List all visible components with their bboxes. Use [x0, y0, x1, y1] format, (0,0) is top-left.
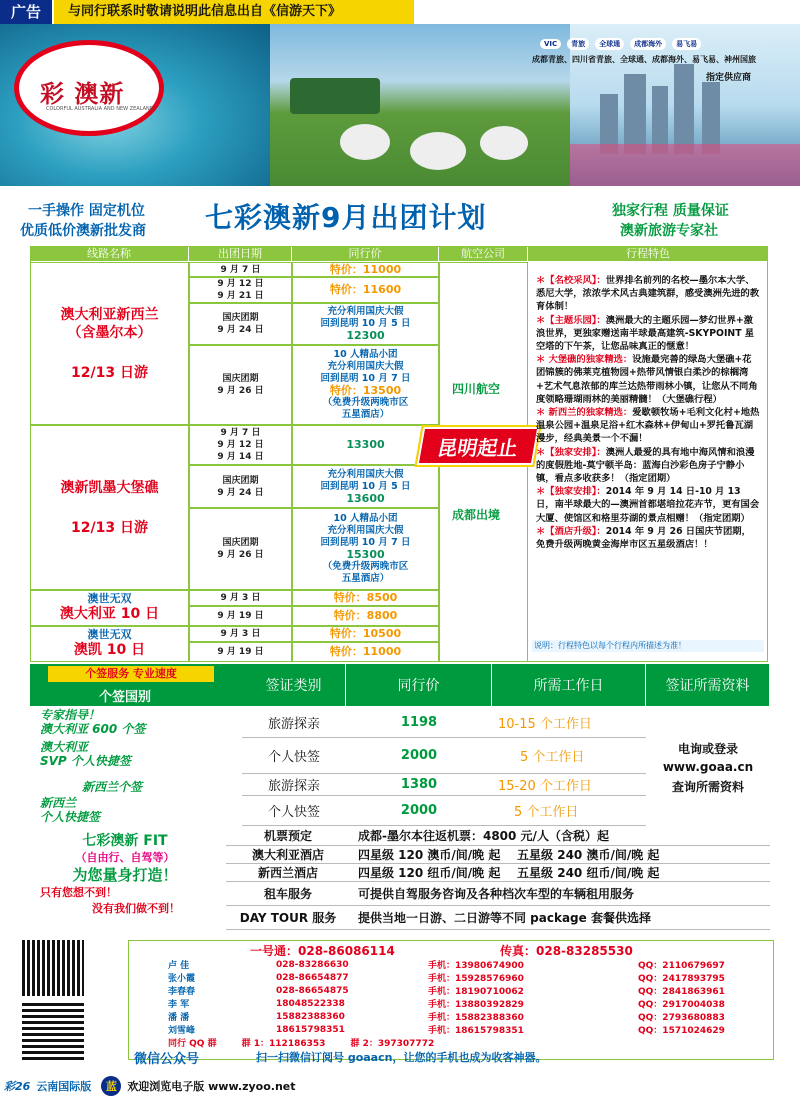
date-cell: [189, 303, 292, 345]
date-cell: [189, 626, 292, 642]
price-text: 15300: [346, 548, 385, 561]
route-name-aus-cairns-10: [30, 626, 189, 662]
date-text: 9 月 7 日 9 月 12 日 9 月 14 日: [217, 428, 264, 462]
date-text: 9 月 3 日: [220, 629, 261, 639]
date-text: 9 月 19 日: [217, 647, 264, 657]
price-cell: [292, 262, 439, 277]
route-title: 澳大利亚 10 日: [59, 606, 160, 622]
visa-type: 旅游探亲: [242, 774, 346, 796]
kunming-badge: 昆明起止: [417, 427, 540, 465]
col-header-features: 行程特色: [528, 246, 768, 261]
date-text: 9 月 19 日: [217, 611, 264, 621]
date-cell: [189, 606, 292, 626]
qq-groups: 同行 QQ 群 群 1：112186353 群 2：397307772: [168, 1039, 435, 1049]
feature-item: ＊ 新西兰的独家精选：爱歇顿牧场+毛利文化村+地热温泉公园+温泉足浴+红木森林+伊甸山+罗托鲁瓦湖漫步，经典美景一个不漏！: [536, 407, 760, 445]
visa-group-title: 个签国别: [98, 690, 151, 705]
contact-row: 张小霞 028-86654877 手机：15928576960 QQ：2417893795: [168, 972, 725, 984]
visa-header-price: 同行价: [346, 664, 492, 706]
date-text: 国庆团期 9 月 24 日: [217, 313, 264, 335]
fit-title: 七彩澳新 FIT: [82, 833, 168, 849]
partner-badge: 易飞易: [672, 38, 701, 50]
fit-label: 新西兰酒店: [226, 864, 350, 882]
price-note: 充分利用国庆大假 回到昆明 10 月 5 日: [320, 306, 411, 329]
date-cell: [189, 345, 292, 425]
price-cell: [292, 642, 439, 662]
date-text: 国庆团期 9 月 24 日: [217, 475, 264, 498]
visa-country-nzquick: 新西兰 个人快捷签: [40, 796, 101, 824]
date-cell: [189, 425, 292, 465]
fax: 传真：028-83285530: [500, 944, 633, 958]
contact-row: 卢 佳 028-83286630 手机：13980674900 QQ：2110679697: [168, 959, 725, 971]
fit-label: DAY TOUR 服务: [226, 906, 350, 930]
price-note: 10 人精品小团 充分利用国庆大假 回到昆明 10 月 7 日: [320, 513, 411, 548]
partner-list: 成都青旅、四川省青旅、全球通、成都海外、易飞易、神州国旅: [532, 55, 756, 64]
route-title: 澳凯 10 日: [73, 642, 146, 658]
price-cell: [292, 626, 439, 642]
visa-price: 2000: [346, 796, 492, 826]
visa-price: 2000: [346, 738, 492, 774]
contact-row: 李 军 18048522338 手机：13880392829 QQ：2917004038: [168, 998, 725, 1010]
price-cell: [292, 606, 439, 626]
visa-header-materials: 签证所需资料: [646, 664, 770, 706]
qr-code: [22, 1000, 84, 1060]
price-cell: [292, 465, 439, 508]
date-text: 9 月 3 日: [220, 593, 261, 603]
partner-badge: 全球通: [595, 38, 624, 50]
col-header-price: 同行价: [292, 246, 438, 261]
price-text: 13300: [346, 438, 385, 451]
route-days: 12/13 日游: [71, 364, 148, 381]
itinerary-features: [528, 262, 768, 662]
feature-item: ＊ 大堡礁的独家精选：设施最完善的绿岛大堡礁+花团锦簇的佛莱克植物园+热带风情银白柔沙的棕榈湾+艺术气息浓郁的库兰达热带雨林小镇，让您从不同角度领略珊瑚雨林的美丽精髓！（大堡礁行程）: [536, 354, 758, 405]
price-text: 特价：11000: [329, 262, 402, 276]
date-text: 9 月 7 日: [220, 264, 261, 275]
page-title: 七彩澳新9月出团计划: [205, 201, 487, 234]
visa-days: 10-15 个工作日: [492, 708, 646, 738]
price-cell: [292, 303, 439, 345]
route-days: 12/13 日游: [71, 519, 148, 536]
visa-banner: 个签服务 专业速度: [48, 666, 214, 682]
price-text: 特价：13500: [329, 384, 402, 397]
price-note: （免费升级两晚市区 五星酒店）: [322, 561, 409, 584]
visa-header-days: 所需工作日: [492, 664, 646, 706]
price-note: 充分利用国庆大假 回到昆明 10 月 5 日: [320, 468, 411, 492]
visa-type: 旅游探亲: [242, 708, 346, 738]
feature-item: ＊【名校采风】：世界排名前列的名校—墨尔本大学、悉尼大学，浓浓学术风古典建筑群，感受澳洲先进的教育体制！: [536, 275, 760, 313]
header-slogan-right-2: 澳新旅游专家社: [620, 223, 718, 239]
route-tag: 澳世无双: [87, 628, 132, 641]
contact-row: 刘雪峰 18615798351 手机：18615798351 QQ：1571024629: [168, 1024, 725, 1036]
logo-text: 彩 澳新: [40, 80, 125, 108]
wechat-label: 微信公众号: [134, 1052, 200, 1067]
qr-code: [22, 940, 84, 996]
header-slogan-left-2: 优质低价澳新批发商: [20, 223, 146, 239]
visa-country-au600: 专家指导！ 澳大利亚 600 个签: [40, 708, 146, 736]
visa-type: 个人快签: [242, 738, 346, 774]
date-cell: [189, 465, 292, 508]
partner-logos: [540, 36, 796, 52]
date-text: 9 月 12 日 9 月 21 日: [217, 279, 264, 301]
feature-item: ＊【独家安排】：澳洲人最爱的具有地中海风情和浪漫的度假胜地-莫宁顿半岛：蓝海白沙彩色房子宁静小镇，看点多收获多！（指定团期）: [536, 446, 755, 485]
date-cell: [189, 262, 292, 277]
feature-item: ＊【主题乐园】：澳洲最大的主题乐园—梦幻世界+激浪世界，更独家赠送南半球最高建筑-SKYPOINT 星空塔的下午茶，让您品味真正的惬意！: [536, 314, 755, 353]
price-text: 特价：11000: [329, 645, 402, 658]
col-header-airline: 航空公司: [439, 246, 527, 261]
feature-item: ＊【酒店升级】：2014 年 9 月 26 日国庆节团期，免费升级两晚黄金海岸市区五星级酒店！！: [536, 525, 751, 551]
fit-value: 提供当地一日游、二日游等不同 package 套餐供选择: [350, 906, 770, 930]
price-text: 特价：11600: [329, 283, 402, 296]
fit-slogan: 为您量身打造！: [72, 866, 178, 884]
route-subtitle: （含墨尔本）: [67, 324, 152, 341]
hotline: 一号通：028-86086114: [250, 944, 395, 958]
contact-row: 潘 潘 15882388360 手机：15882388360 QQ：2793680883: [168, 1011, 725, 1023]
date-cell: [189, 508, 292, 590]
partner-badge: VIC: [540, 39, 561, 49]
visa-type: 个人快签: [242, 796, 346, 826]
fit-label: 机票预定: [226, 826, 350, 846]
fit-subtitle: （自由行、自驾等）: [75, 851, 175, 864]
fit-line2: 没有我们做不到！: [92, 902, 180, 915]
price-text: 13600: [346, 491, 385, 505]
logo-subtitle: COLORFUL AUSTRALIA AND NEW ZEALAND: [46, 106, 154, 112]
col-header-date: 出团日期: [189, 246, 291, 261]
fit-line1: 只有您想不到！: [40, 886, 117, 899]
price-note: 10 人精品小团 充分利用国庆大假 回到昆明 10 月 7 日: [320, 349, 411, 384]
price-cell: [292, 590, 439, 606]
header-slogan-right-1: 独家行程 质量保证: [612, 203, 729, 219]
airline-sichuan: 四川航空: [452, 382, 501, 396]
route-name-aus-10: [30, 590, 189, 626]
partner-badge: 成都海外: [630, 38, 666, 50]
price-text: 特价：8500: [333, 591, 398, 604]
fit-value: 可提供自驾服务咨询及各种档次车型的车辆租用服务: [350, 882, 770, 906]
route-name-aus-nz-cairns: [30, 425, 189, 590]
visa-days: 5 个工作日: [492, 796, 646, 826]
hero-farm-photo: [270, 24, 570, 186]
ad-tag: 广告: [0, 0, 52, 24]
visa-country-nz: 新西兰个签: [82, 780, 143, 794]
route-name-aus-nz: [30, 262, 189, 425]
edition-badge: 蓝: [101, 1076, 121, 1096]
price-text: 特价：8800: [333, 609, 398, 622]
features-note: 说明：行程特色以每个行程内所描述为准！: [532, 640, 764, 652]
supplier-label: 指定供应商: [706, 73, 752, 83]
date-cell: [189, 642, 292, 662]
ad-notice: 与同行联系时敬请说明此信息出自《信游天下》: [54, 0, 414, 24]
date-text: 国庆团期 9 月 26 日: [217, 538, 264, 560]
visa-country-ausvp: 澳大利亚 SVP 个人快捷签: [40, 740, 131, 768]
fit-value: 成都-墨尔本往返机票：4800 元/人（含税）起: [350, 826, 770, 846]
visa-price: 1198: [346, 708, 492, 738]
fit-label: 租车服务: [226, 882, 350, 906]
visa-materials-link[interactable]: www.goaa.cn: [662, 760, 754, 774]
visa-days: 5 个工作日: [492, 738, 646, 774]
fit-label: 澳大利亚酒店: [226, 846, 350, 864]
route-title: 澳新凯墨大堡礁: [60, 479, 159, 496]
edition: 云南国际版: [36, 1080, 92, 1093]
route-tag: 澳世无双: [87, 592, 132, 605]
airline-chengdu: 成都出境: [452, 508, 501, 522]
visa-price: 1380: [346, 774, 492, 796]
price-text: 特价：10500: [329, 627, 402, 640]
route-title: 澳大利亚新西兰: [60, 306, 159, 323]
date-text: 国庆团期 9 月 26 日: [217, 374, 264, 396]
partner-badge: 青旅: [567, 38, 589, 50]
visa-materials-line3: 查询所需资料: [671, 780, 744, 794]
visa-days: 15-20 个工作日: [492, 774, 646, 796]
price-cell: [292, 345, 439, 425]
feature-item: ＊【独家安排】：2014 年 9 月 14 日-10 月 13 日，南半球最大的—澳洲首都堪培拉花卉节，更有国会大厦、使馆区和格里芬湖的景点相赠！（指定团期）: [536, 486, 760, 524]
visa-header-type: 签证类别: [242, 664, 346, 706]
header-slogan-left-1: 一手操作 固定机位: [28, 203, 145, 219]
visa-materials-line1: 电询或登录: [677, 742, 738, 756]
page-number: 彩26: [4, 1080, 31, 1093]
price-text: 12300: [346, 329, 385, 342]
contact-row: 李春春 028-86654875 手机：18190710062 QQ：2841863961: [168, 985, 725, 997]
site-link[interactable]: 欢迎浏览电子版 www.zyoo.net: [127, 1080, 296, 1093]
price-cell: [292, 508, 439, 590]
date-cell: [189, 277, 292, 303]
col-header-route: 线路名称: [30, 246, 188, 261]
price-note: （免费升级两晚市区 五星酒店）: [322, 397, 409, 420]
price-cell: [292, 277, 439, 303]
fit-value: 四星级 120 澳币/间/晚 起 五星级 240 澳币/间/晚 起: [350, 846, 770, 864]
date-cell: [189, 590, 292, 606]
wechat-text: 扫一扫微信订阅号 goaacn，让您的手机也成为收客神器。: [256, 1051, 547, 1064]
fit-value: 四星级 120 纽币/间/晚 起 五星级 240 纽币/间/晚 起: [350, 864, 770, 882]
page-footer: [0, 1072, 800, 1100]
